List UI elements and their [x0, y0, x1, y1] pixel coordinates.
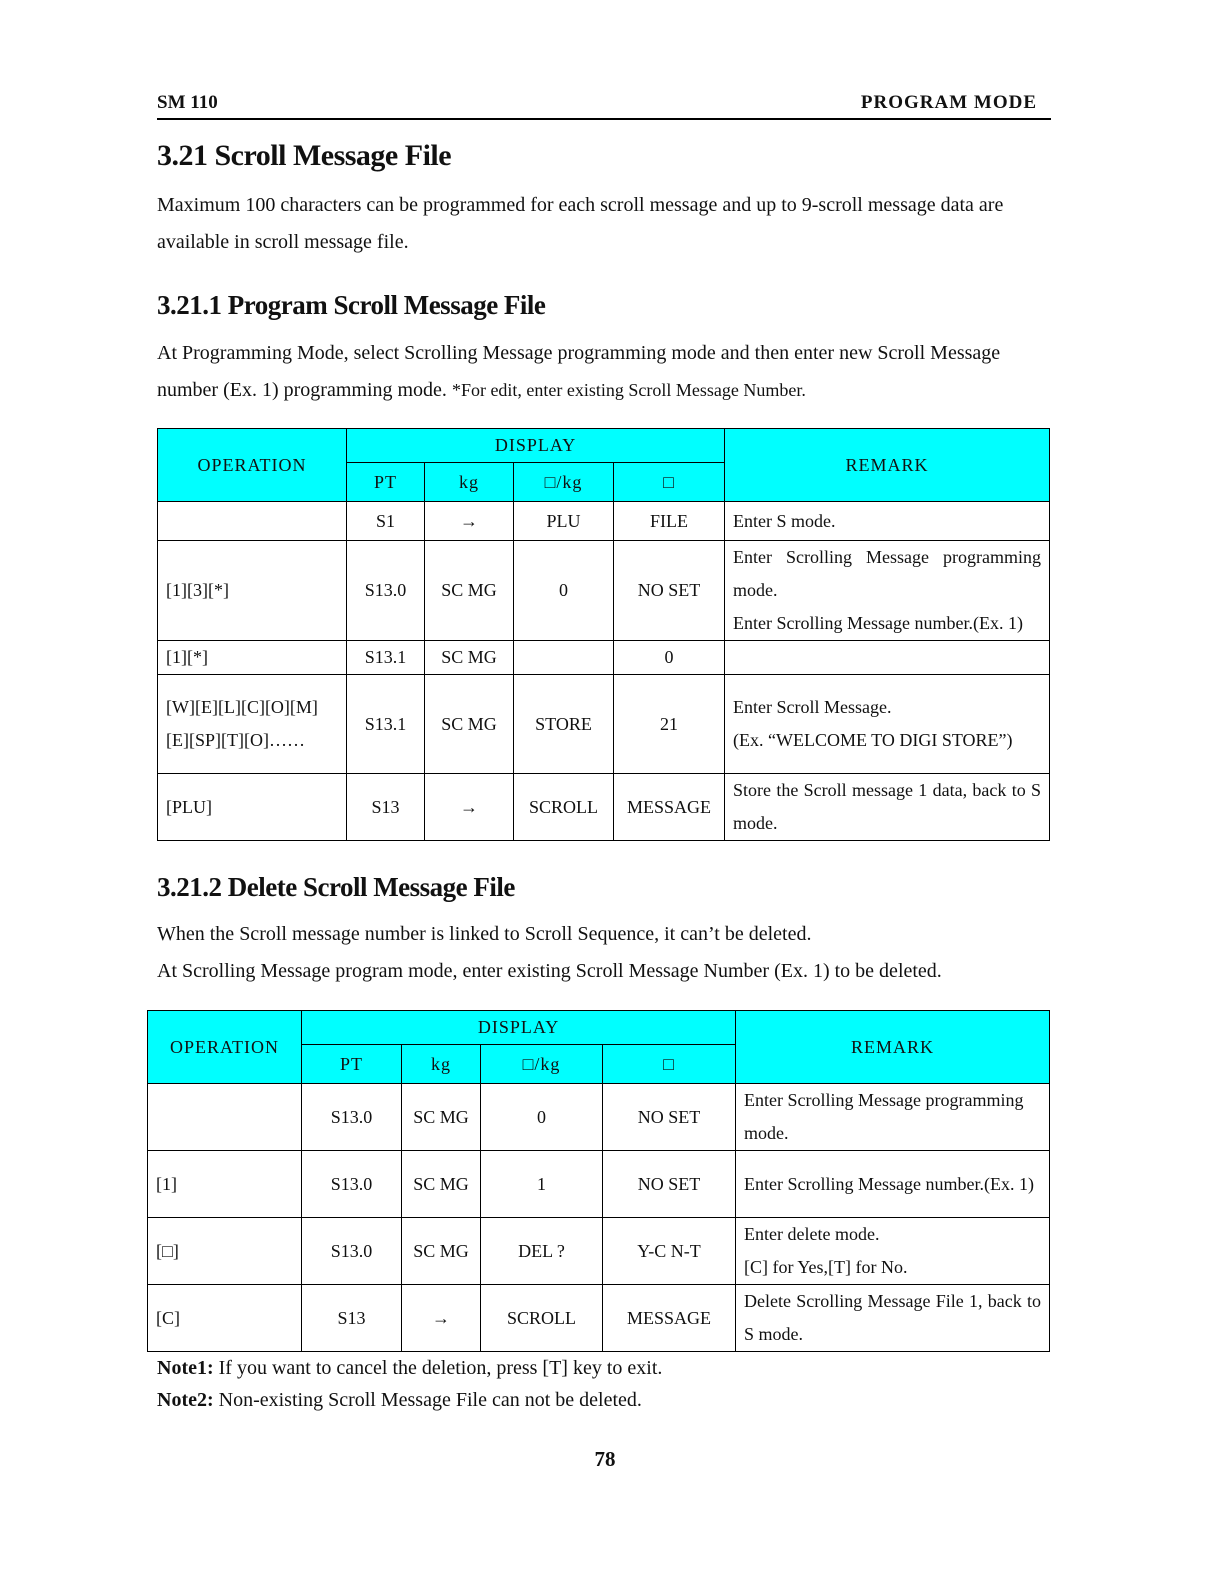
note-1-label: Note1: [157, 1357, 214, 1379]
cell-price-per-kg: 1 [481, 1151, 603, 1218]
cell-operation: [PLU] [158, 774, 347, 841]
cell-operation: [1] [148, 1151, 302, 1218]
table-row [148, 1218, 1050, 1285]
col-operation-header: OPERATION [148, 1011, 302, 1084]
cell-operation: [W][E][L][C][O][M][E][SP][T][O]…… [158, 675, 347, 774]
cell-pt: S1 [347, 502, 425, 541]
cell-kg: SC MG [425, 641, 514, 675]
cell-box: 0 [614, 641, 725, 675]
header-section: PROGRAM MODE [860, 92, 1037, 113]
cell-price-per-kg: STORE [514, 675, 614, 774]
program-operation-table [157, 428, 1050, 841]
cell-box: NO SET [603, 1151, 736, 1218]
col-remark-header: REMARK [736, 1011, 1050, 1084]
cell-price-per-kg: 0 [514, 541, 614, 641]
cell-operation [158, 502, 347, 541]
note-2-text: Non-existing Scroll Message File can not be deleted. [218, 1389, 642, 1411]
cell-remark [725, 541, 1050, 641]
cell-box: Y-C N-T [603, 1218, 736, 1285]
remark-line: Enter Scrolling Message number.(Ex. 1) [733, 613, 1023, 633]
subsection-title-delete: 3.21.2 Delete Scroll Message File [157, 872, 515, 902]
table-row [148, 1084, 1050, 1151]
cell-price-per-kg: SCROLL [514, 774, 614, 841]
col-operation-header: OPERATION [158, 429, 347, 502]
delete-paragraph-1: When the Scroll message number is linked to Scroll Sequence, it can’t be deleted. [157, 923, 812, 945]
cell-box: FILE [614, 502, 725, 541]
cell-kg: SC MG [425, 541, 514, 641]
col-kg-header: kg [402, 1045, 481, 1084]
table-row [148, 1285, 1050, 1352]
remark-line: [C] for Yes,[T] for No. [744, 1257, 908, 1277]
cell-pt: S13.0 [302, 1084, 402, 1151]
cell-remark: Enter Scrolling Message programming mode. [736, 1084, 1050, 1151]
cell-operation [148, 1084, 302, 1151]
col-kg-header: kg [425, 463, 514, 502]
cell-kg: SC MG [402, 1084, 481, 1151]
cell-box: MESSAGE [603, 1285, 736, 1352]
delete-operation-table [147, 1010, 1050, 1352]
program-text: At Programming Mode, select Scrolling Message programming mode and then enter new Scroll Message number (Ex. 1) programming mode. [157, 342, 1001, 401]
header-model: SM 110 [157, 92, 218, 113]
cell-pt: S13.0 [302, 1151, 402, 1218]
table-row [158, 502, 1050, 541]
col-price-per-kg-header: □/kg [514, 463, 614, 502]
cell-operation: [1][*] [158, 641, 347, 675]
cell-remark: Enter Scrolling Message number.(Ex. 1) [736, 1151, 1050, 1218]
note-2-label: Note2: [157, 1389, 214, 1411]
cell-operation: [1][3][*] [158, 541, 347, 641]
col-pt-header: PT [347, 463, 425, 502]
cell-price-per-kg [514, 641, 614, 675]
cell-pt: S13 [302, 1285, 402, 1352]
cell-price-per-kg: 0 [481, 1084, 603, 1151]
col-display-header: DISPLAY [302, 1011, 736, 1045]
cell-kg: SC MG [402, 1151, 481, 1218]
table-row [158, 641, 1050, 675]
col-price-per-kg-header: □/kg [481, 1045, 603, 1084]
delete-paragraph-2: At Scrolling Message program mode, enter existing Scroll Message Number (Ex. 1) to be deleted. [157, 960, 942, 982]
page-header [157, 90, 1051, 120]
col-pt-header: PT [302, 1045, 402, 1084]
program-edit-note: *For edit, enter existing Scroll Message Number. [451, 380, 806, 400]
note-2 [157, 1382, 1047, 1419]
program-paragraph [157, 335, 1047, 409]
section-title: 3.21 Scroll Message File [157, 139, 452, 172]
cell-remark: Store the Scroll message 1 data, back to S mode. [725, 774, 1050, 841]
cell-pt: S13.0 [302, 1218, 402, 1285]
cell-price-per-kg: SCROLL [481, 1285, 603, 1352]
cell-remark: Enter S mode. [725, 502, 1050, 541]
remark-line: Enter Scroll Message. [733, 697, 892, 717]
cell-box: 21 [614, 675, 725, 774]
col-remark-header: REMARK [725, 429, 1050, 502]
cell-pt: S13.1 [347, 675, 425, 774]
remark-line: Enter delete mode. [744, 1224, 880, 1244]
cell-remark [725, 641, 1050, 675]
table-row [158, 774, 1050, 841]
cell-kg: SC MG [402, 1218, 481, 1285]
cell-kg: SC MG [425, 675, 514, 774]
cell-remark [725, 675, 1050, 774]
col-display-header: DISPLAY [347, 429, 725, 463]
cell-box: MESSAGE [614, 774, 725, 841]
subsection-title-program: 3.21.1 Program Scroll Message File [157, 290, 546, 320]
cell-kg: → [402, 1285, 481, 1352]
col-box-header: □ [603, 1045, 736, 1084]
cell-remark [736, 1218, 1050, 1285]
cell-remark: Delete Scrolling Message File 1, back to S mode. [736, 1285, 1050, 1352]
note-1-text: If you want to cancel the deletion, press [T] key to exit. [218, 1357, 663, 1379]
col-box-header: □ [614, 463, 725, 502]
cell-pt: S13.1 [347, 641, 425, 675]
remark-line: Enter Scrolling Message programming mode. [733, 547, 1042, 600]
cell-pt: S13 [347, 774, 425, 841]
cell-kg: → [425, 774, 514, 841]
cell-kg: → [425, 502, 514, 541]
intro-paragraph: Maximum 100 characters can be programmed for each scroll message and up to 9-scroll message data are available in scroll message file. [157, 194, 1004, 253]
cell-pt: S13.0 [347, 541, 425, 641]
cell-box: NO SET [603, 1084, 736, 1151]
remark-line: (Ex. “WELCOME TO DIGI STORE”) [733, 730, 1013, 750]
cell-price-per-kg: DEL ? [481, 1218, 603, 1285]
table-row [158, 541, 1050, 641]
table-row [148, 1151, 1050, 1218]
table-row [158, 675, 1050, 774]
cell-operation: [C] [148, 1285, 302, 1352]
cell-operation: [□] [148, 1218, 302, 1285]
page-number: 78 [594, 1447, 616, 1471]
cell-box: NO SET [614, 541, 725, 641]
cell-price-per-kg: PLU [514, 502, 614, 541]
